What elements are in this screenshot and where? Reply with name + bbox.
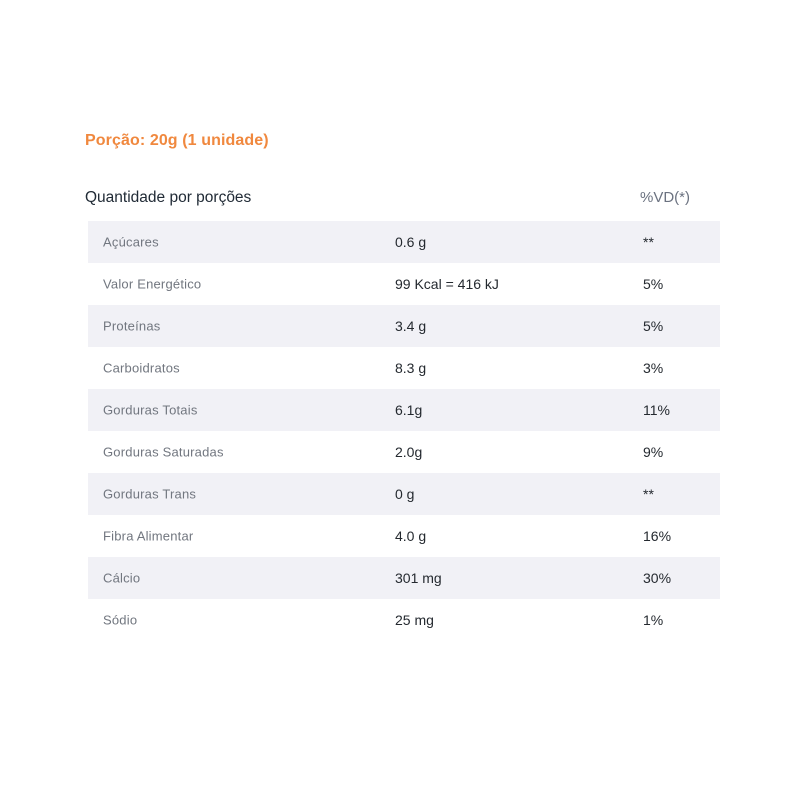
nutrient-value: 99 Kcal = 416 kJ	[395, 276, 499, 292]
nutrient-daily-value: **	[643, 234, 654, 250]
quantity-per-serving-label: Quantidade por porções	[85, 189, 252, 206]
nutrient-label: Gorduras Totais	[103, 402, 198, 418]
table-row	[88, 599, 720, 641]
nutrient-daily-value: 3%	[643, 360, 664, 376]
nutrient-daily-value: 9%	[643, 444, 664, 460]
nutrient-daily-value: 1%	[643, 612, 664, 628]
table-row	[88, 221, 720, 263]
nutrient-label: Açúcares	[103, 234, 159, 250]
daily-value-column-label: %VD(*)	[640, 189, 691, 206]
table-row	[88, 263, 720, 305]
table-row	[88, 347, 720, 389]
table-header	[85, 189, 721, 209]
nutrient-daily-value: 30%	[643, 570, 672, 586]
table-row	[88, 431, 720, 473]
nutrient-daily-value: **	[643, 486, 654, 502]
nutrient-label: Cálcio	[103, 570, 141, 586]
nutrient-value: 0.6 g	[395, 234, 427, 250]
table-row	[88, 305, 720, 347]
nutrient-value: 301 mg	[395, 570, 442, 586]
portion-title: Porção: 20g (1 unidade)	[85, 132, 269, 149]
table-row	[88, 473, 720, 515]
table-row	[88, 515, 720, 557]
nutrient-value: 0 g	[395, 486, 415, 502]
nutrient-daily-value: 5%	[643, 318, 664, 334]
nutrient-value: 25 mg	[395, 612, 434, 628]
nutrient-label: Sódio	[103, 612, 138, 628]
nutrient-value: 8.3 g	[395, 360, 427, 376]
nutrient-value: 6.1g	[395, 402, 423, 418]
nutrition-table	[88, 221, 720, 641]
table-row	[88, 557, 720, 599]
table-row	[88, 389, 720, 431]
nutrient-value: 2.0g	[395, 444, 423, 460]
nutrient-value: 4.0 g	[395, 528, 427, 544]
nutrient-label: Proteínas	[103, 318, 161, 334]
nutrient-daily-value: 11%	[643, 402, 670, 418]
nutrient-daily-value: 16%	[643, 528, 672, 544]
nutrient-label: Gorduras Saturadas	[103, 444, 224, 460]
nutrient-value: 3.4 g	[395, 318, 427, 334]
nutrient-label: Gorduras Trans	[103, 486, 197, 502]
nutrient-daily-value: 5%	[643, 276, 664, 292]
nutrient-label: Fibra Alimentar	[103, 528, 194, 544]
nutrient-label: Carboidratos	[103, 360, 180, 376]
nutrient-label: Valor Energético	[103, 276, 202, 292]
